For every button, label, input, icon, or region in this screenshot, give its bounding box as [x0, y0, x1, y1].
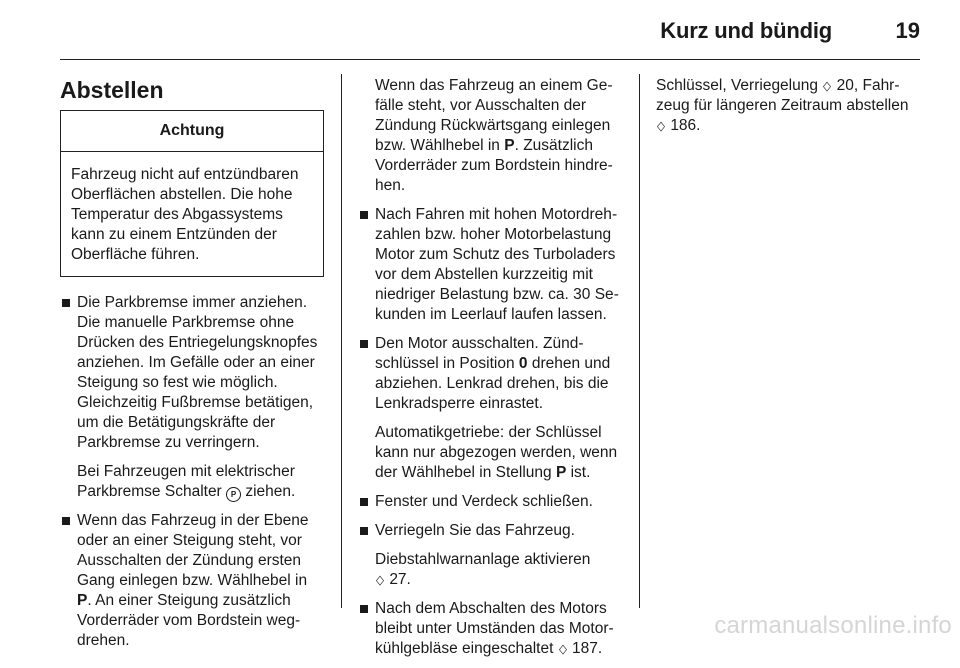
item-text: Wenn das Fahrzeug in der Ebene oder an einer Steigung steht, vor Ausschalten der Zündung ersten Gang einlegen bzw. Wählhebel in P. An einer Steigung zusätzlich Vorderräder vom Bordstein wegdrehen. [77, 512, 309, 649]
page-reference[interactable]: 187. [572, 640, 603, 657]
item-subtext: Diebstahlwarnanlage aktivieren ◇ 27. [375, 551, 591, 588]
list-item [358, 521, 622, 590]
page-reference[interactable]: 20, Fahrzeug für längeren Zeitraum abstellen [656, 77, 909, 114]
page-reference-icon: ◇ [657, 118, 665, 133]
column-3 [656, 76, 920, 136]
warning-heading: Achtung [61, 111, 323, 152]
continued-text: Schlüssel, Verriegelung ◇ 20, Fahrzeug für längeren Zeitraum abstellen ◇ 186. [656, 77, 909, 134]
column-1 [60, 76, 324, 660]
column-divider [639, 74, 640, 608]
page-reference[interactable]: 186. [670, 117, 701, 134]
page-reference-icon: ◇ [558, 641, 567, 656]
item-subtext: Automatikgetriebe: der Schlüssel kann nur abgezogen werden, wenn der Wählhebel in Stellung P ist. [375, 424, 618, 481]
list-item [358, 599, 622, 659]
continued-text: Wenn das Fahrzeug an einem Gefälle steht, vor Ausschalten der Zündung Rückwärtsgang einlegen bzw. Wählhebel in P. Zusätzlich Vorderräder zum Bordstein hindrehen. [375, 77, 613, 194]
list-item [358, 334, 622, 483]
page-header-title: Kurz und bündig [660, 18, 832, 43]
list-item [60, 511, 324, 651]
watermark: carmanualsonline.info [714, 612, 952, 639]
item-text: Fenster und Verdeck schließen. [375, 493, 593, 510]
bullet-icon [62, 517, 70, 525]
bullet-icon [360, 527, 368, 535]
list-item [358, 205, 622, 325]
list-item [60, 293, 324, 502]
item-text: Die Parkbremse immer anziehen. Die manuelle Parkbremse ohne Drücken des Entriegelungsknopfes anziehen. Im Gefälle oder an einer Steigung so fest wie möglich. Gleichzeitig Fußbremse betätigen, um die Betätigungskräfte der Parkbremse zu verringern. [77, 294, 318, 451]
item-text: Nach Fahren mit hohen Motordrehzahlen bzw. hoher Motorbelastung Motor zum Schutz des Turboladers vor dem Abstellen kurzzeitig mit niedriger Belastung bzw. ca. 30 Sekunden im Leerlauf laufen lassen. [375, 206, 619, 323]
bullet-icon [360, 498, 368, 506]
section-title: Abstellen [60, 77, 164, 103]
bullet-icon [360, 340, 368, 348]
item-text: Nach dem Abschalten des Motors bleibt unter Umständen das Motorkühlgebläse eingeschaltet ◇ 187. [375, 600, 614, 657]
list-item [358, 492, 622, 512]
header-rule [60, 59, 920, 60]
item-text: Den Motor ausschalten. Zündschlüssel in Position 0 drehen und abziehen. Lenkrad drehen, bis die Lenkradsperre einrastet. [375, 335, 611, 412]
item-text: Verriegeln Sie das Fahrzeug. [375, 522, 575, 539]
warning-text: Fahrzeug nicht auf entzündbaren Oberflächen abstellen. Die hohe Temperatur des Abgassystems kann zu einem Entzünden der Oberfläche führen. [71, 166, 299, 263]
page-reference-icon: ◇ [823, 78, 832, 93]
column-2 [358, 76, 622, 668]
page-number: 19 [895, 18, 920, 43]
page-reference-icon: ◇ [376, 572, 384, 587]
warning-box [60, 110, 324, 277]
column-divider [341, 74, 342, 608]
bullet-icon [360, 605, 368, 613]
page-reference[interactable]: 27. [389, 571, 411, 588]
bullet-icon [360, 211, 368, 219]
bullet-icon [62, 299, 70, 307]
parking-brake-icon: P [226, 487, 241, 502]
item-subtext: Bei Fahrzeugen mit elektrischer Parkbremse Schalter P ziehen. [77, 463, 296, 500]
